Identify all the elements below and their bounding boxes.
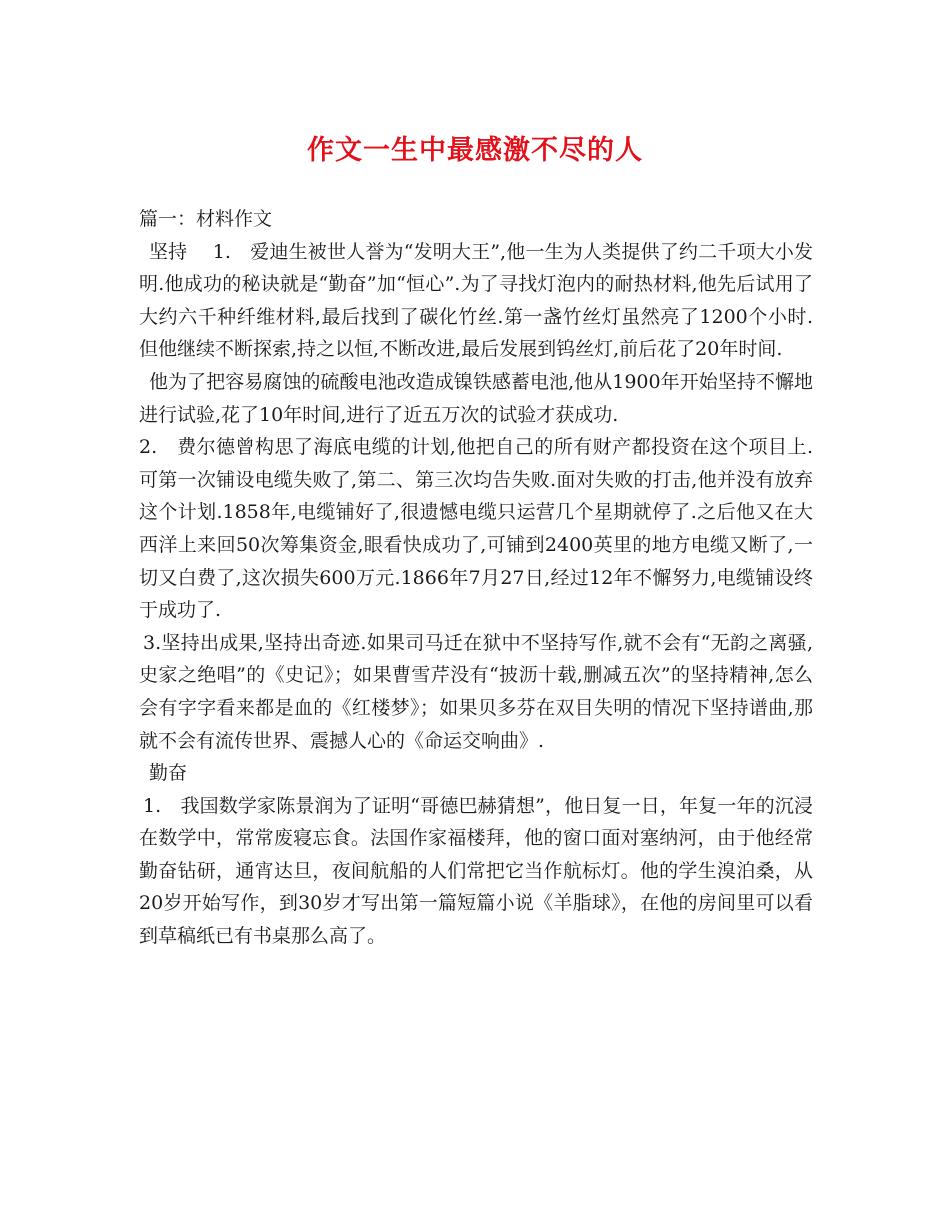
paragraph-section-heading: 篇一：材料作文 bbox=[139, 208, 273, 230]
paragraph-persistence-3: 3.坚持出成果,坚持出奇迹.如果司马迁在狱中不坚持写作,就不会有“无韵之离骚,史家之绝唱”的《史记》；如果曹雪芹没有“披沥十载,删减五次”的坚持精神,怎么会有字字看来都是血的《红楼梦》；如果贝多芬在双目失明的情况下坚持谱曲,那就不会有流传世界、震撼人心的《命运交响曲》. bbox=[139, 631, 813, 752]
document-title: 作文一生中最感激不尽的人 bbox=[307, 135, 643, 166]
document-body bbox=[139, 203, 813, 953]
paragraph-persistence-2: 2. 费尔德曾构思了海底电缆的计划,他把自己的所有财产都投资在这个项目上.可第一次铺设电缆失败了,第二、第三次均告失败.面对失败的打击,他并没有放弃这个计划.1858年,电缆铺好了,很遗憾电缆只运营几个星期就停了.之后他又在大西洋上来回50次筹集资金,眼看快成功了,可铺到2400英里的地方电缆又断了,一切又白费了,这次损失600万元.1866年7月27日,经过12年不懈努力,电缆铺设终于成功了. bbox=[139, 436, 813, 622]
paragraph-diligence-1: 1. 我国数学家陈景润为了证明“哥德巴赫猜想”，他日复一日，年复一年的沉浸在数学中，常常废寝忘食。法国作家福楼拜，他的窗口面对塞纳河，由于他经常勤奋钻研，通宵达旦，夜间航船的人们常把它当作航标灯。他的学生溴泊桑，从20岁开始写作，到30岁才写出第一篇短篇小说《羊脂球》，在他的房间里可以看到草稿纸已有书桌那么高了。 bbox=[139, 794, 813, 948]
paragraph-diligence-heading: 勤奋 bbox=[149, 762, 188, 785]
paragraph-persistence-1b: 他为了把容易腐蚀的硫酸电池改造成镍铁感蓄电池,他从1900年开始坚持不懈地进行试验,花了10年时间,进行了近五万次的试验才获成功. bbox=[139, 370, 813, 426]
paragraph-persistence-1: 坚持 1. 爱迪生被世人誉为“发明大王”,他一生为人类提供了约二千项大小发明.他成功的秘诀就是“勤奋”加“恒心”.为了寻找灯泡内的耐热材料,他先后试用了大约六千种纤维材料,最后找到了碳化竹丝.第一盏竹丝灯虽然亮了1200个小时.但他继续不断探索,持之以恒,不断改进,最后发展到钨丝灯,前后花了20年时间. bbox=[139, 240, 813, 361]
